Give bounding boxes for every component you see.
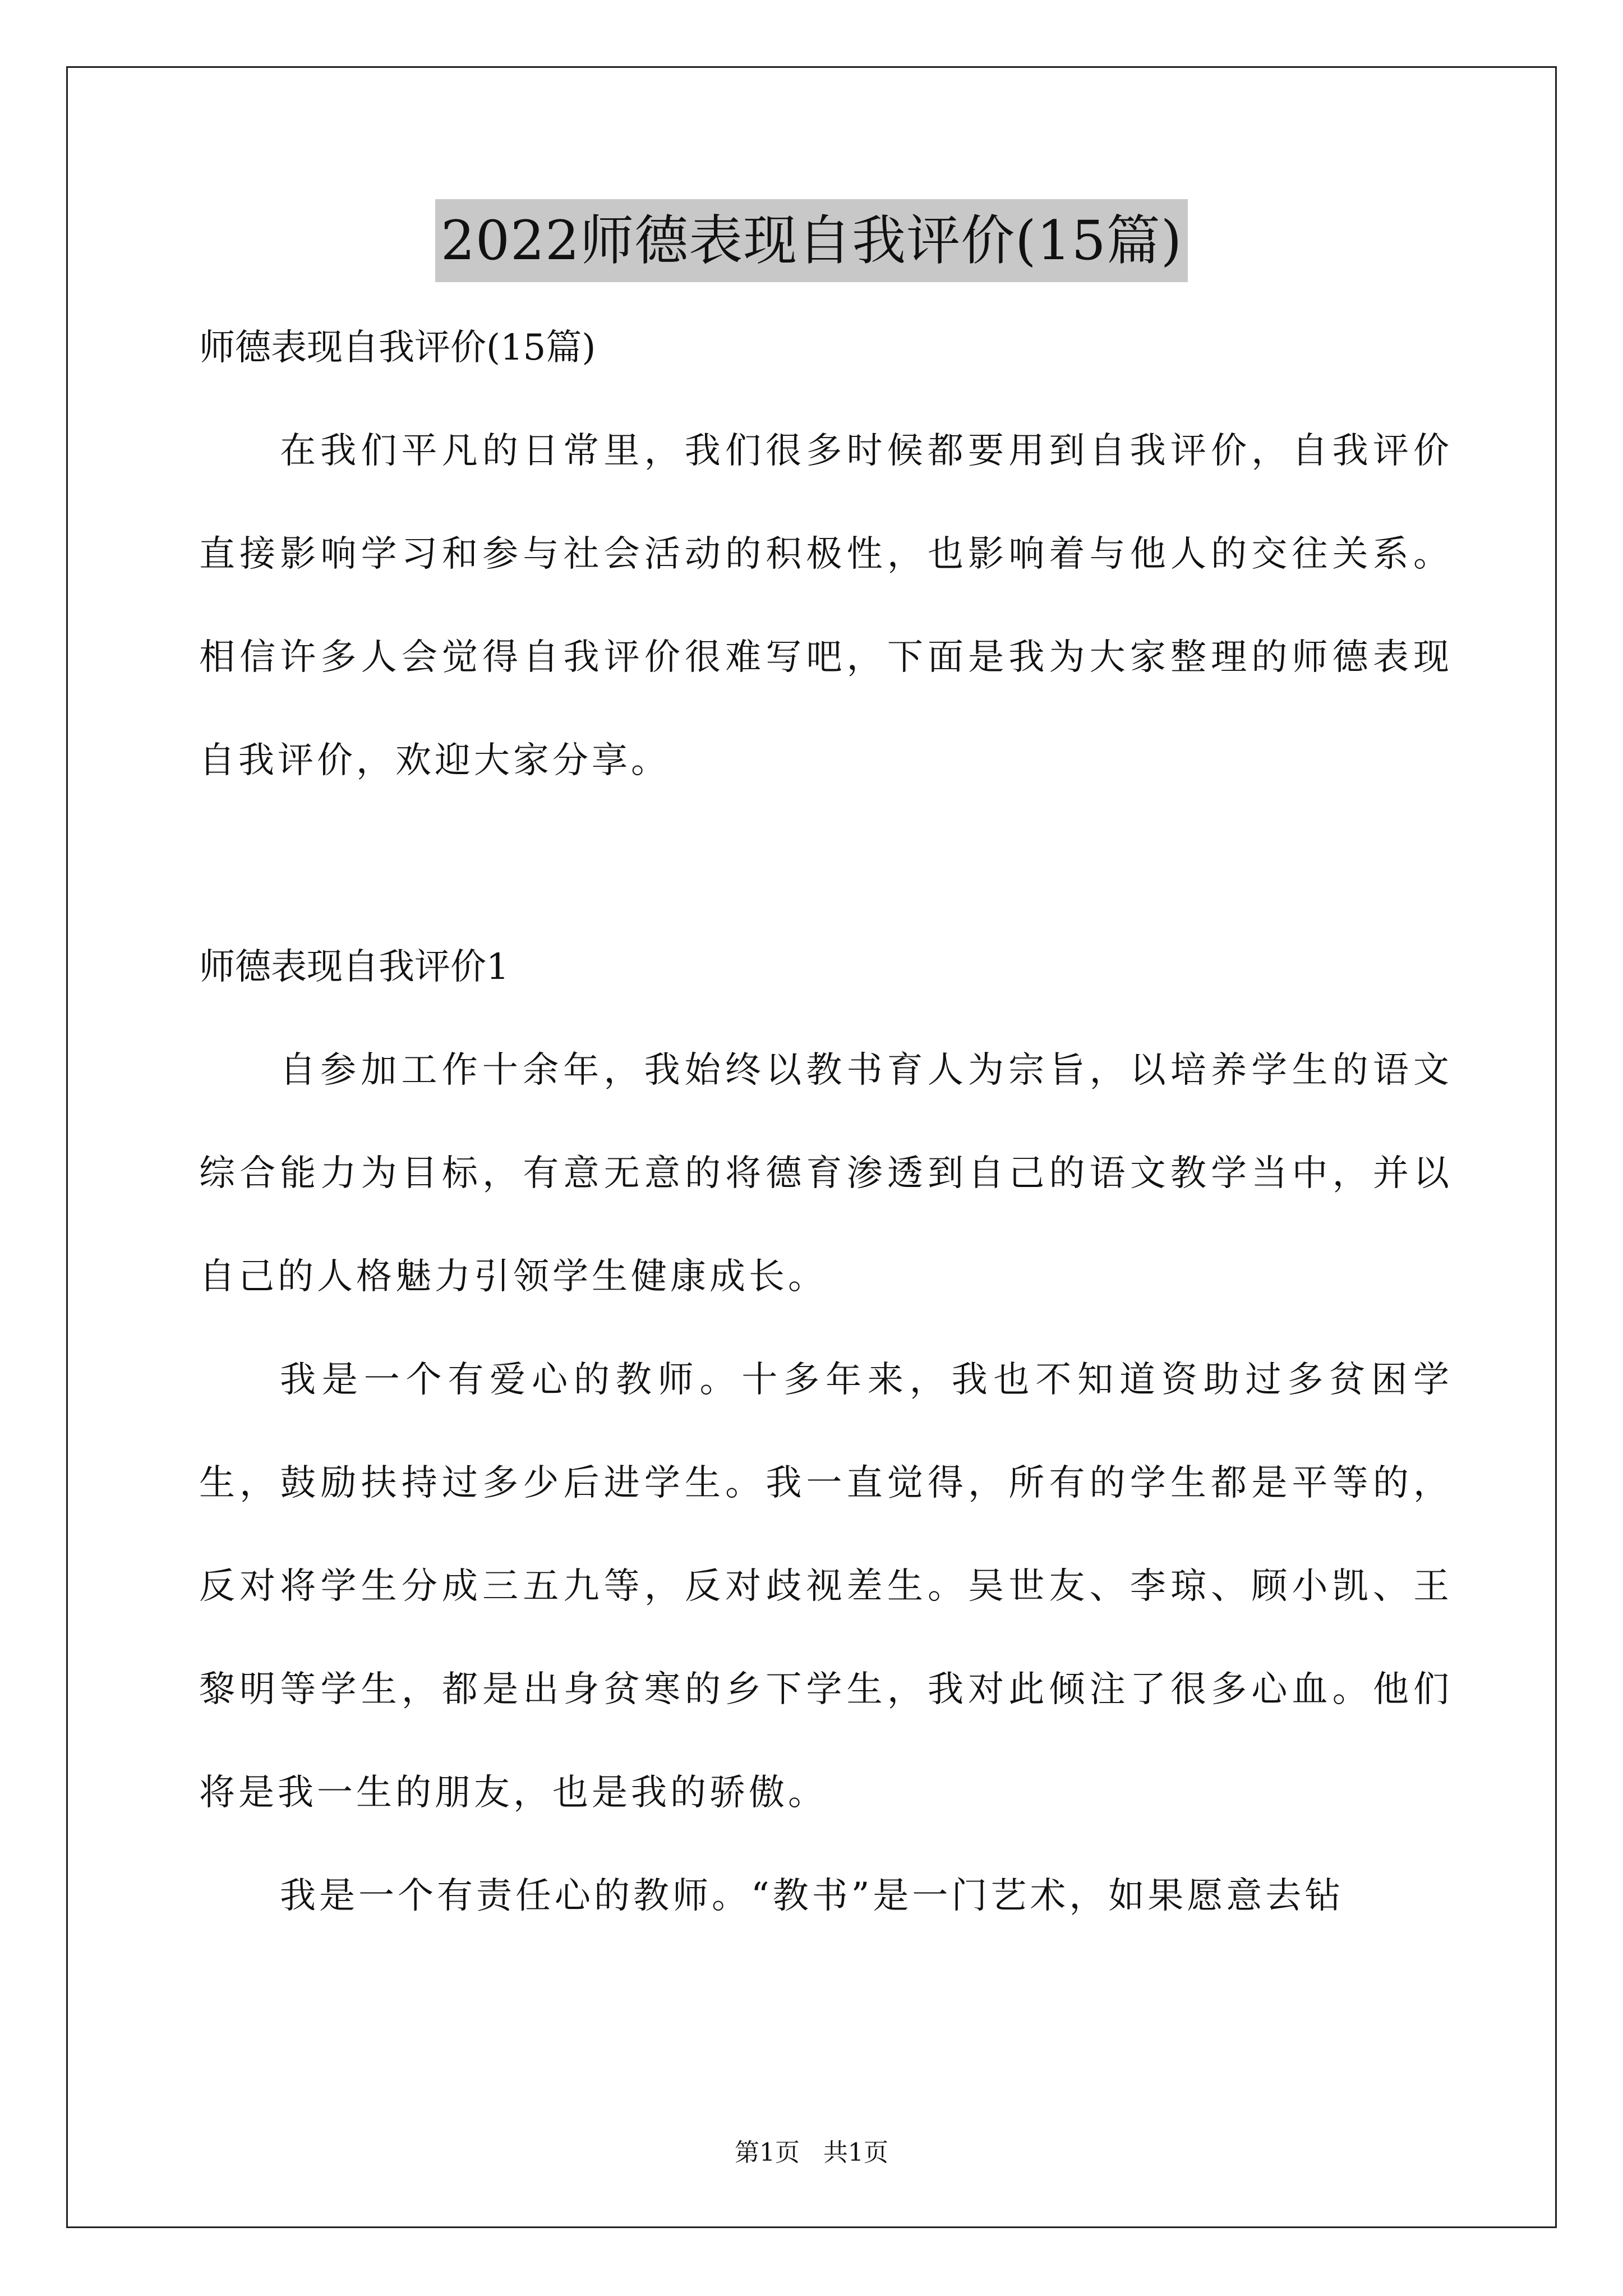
body-paragraph-3: 我是一个有责任心的教师。“教书”是一门艺术，如果愿意去钻 — [280, 1875, 1344, 1917]
section-spacer — [199, 812, 1453, 915]
page-number: 第1页 — [735, 2138, 800, 2167]
document-title: 2022师德表现自我评价(15篇) — [435, 199, 1188, 282]
title-container — [0, 199, 1623, 282]
section-heading: 师德表现自我评价1 — [199, 946, 509, 988]
document-body — [199, 296, 1453, 1948]
page-total: 共1页 — [823, 2138, 888, 2167]
page-footer — [0, 2136, 1623, 2170]
intro-paragraph: 在我们平凡的日常里，我们很多时候都要用到自我评价，自我评价直接影响学习和参与社会活动的积极性，也影响着与他人的交往关系。相信许多人会觉得自我评价很难写吧，下面是我为大家整理的师德表现自我评价，欢迎大家分享。 — [199, 430, 1453, 781]
body-paragraph-2: 我是一个有爱心的教师。十多年来，我也不知道资助过多贫困学生，鼓励扶持过多少后进学生。我一直觉得，所有的学生都是平等的，反对将学生分成三五九等，反对歧视差生。吴世友、李琼、顾小凯、王黎明等学生，都是出身贫寒的乡下学生，我对此倾注了很多心血。他们将是我一生的朋友，也是我的骄傲。 — [199, 1359, 1453, 1814]
body-paragraph-1: 自参加工作十余年，我始终以教书育人为宗旨，以培养学生的语文综合能力为目标，有意无意的将德育渗透到自己的语文教学当中，并以自己的人格魅力引领学生健康成长。 — [199, 1050, 1453, 1297]
document-subtitle: 师德表现自我评价(15篇) — [199, 327, 596, 369]
